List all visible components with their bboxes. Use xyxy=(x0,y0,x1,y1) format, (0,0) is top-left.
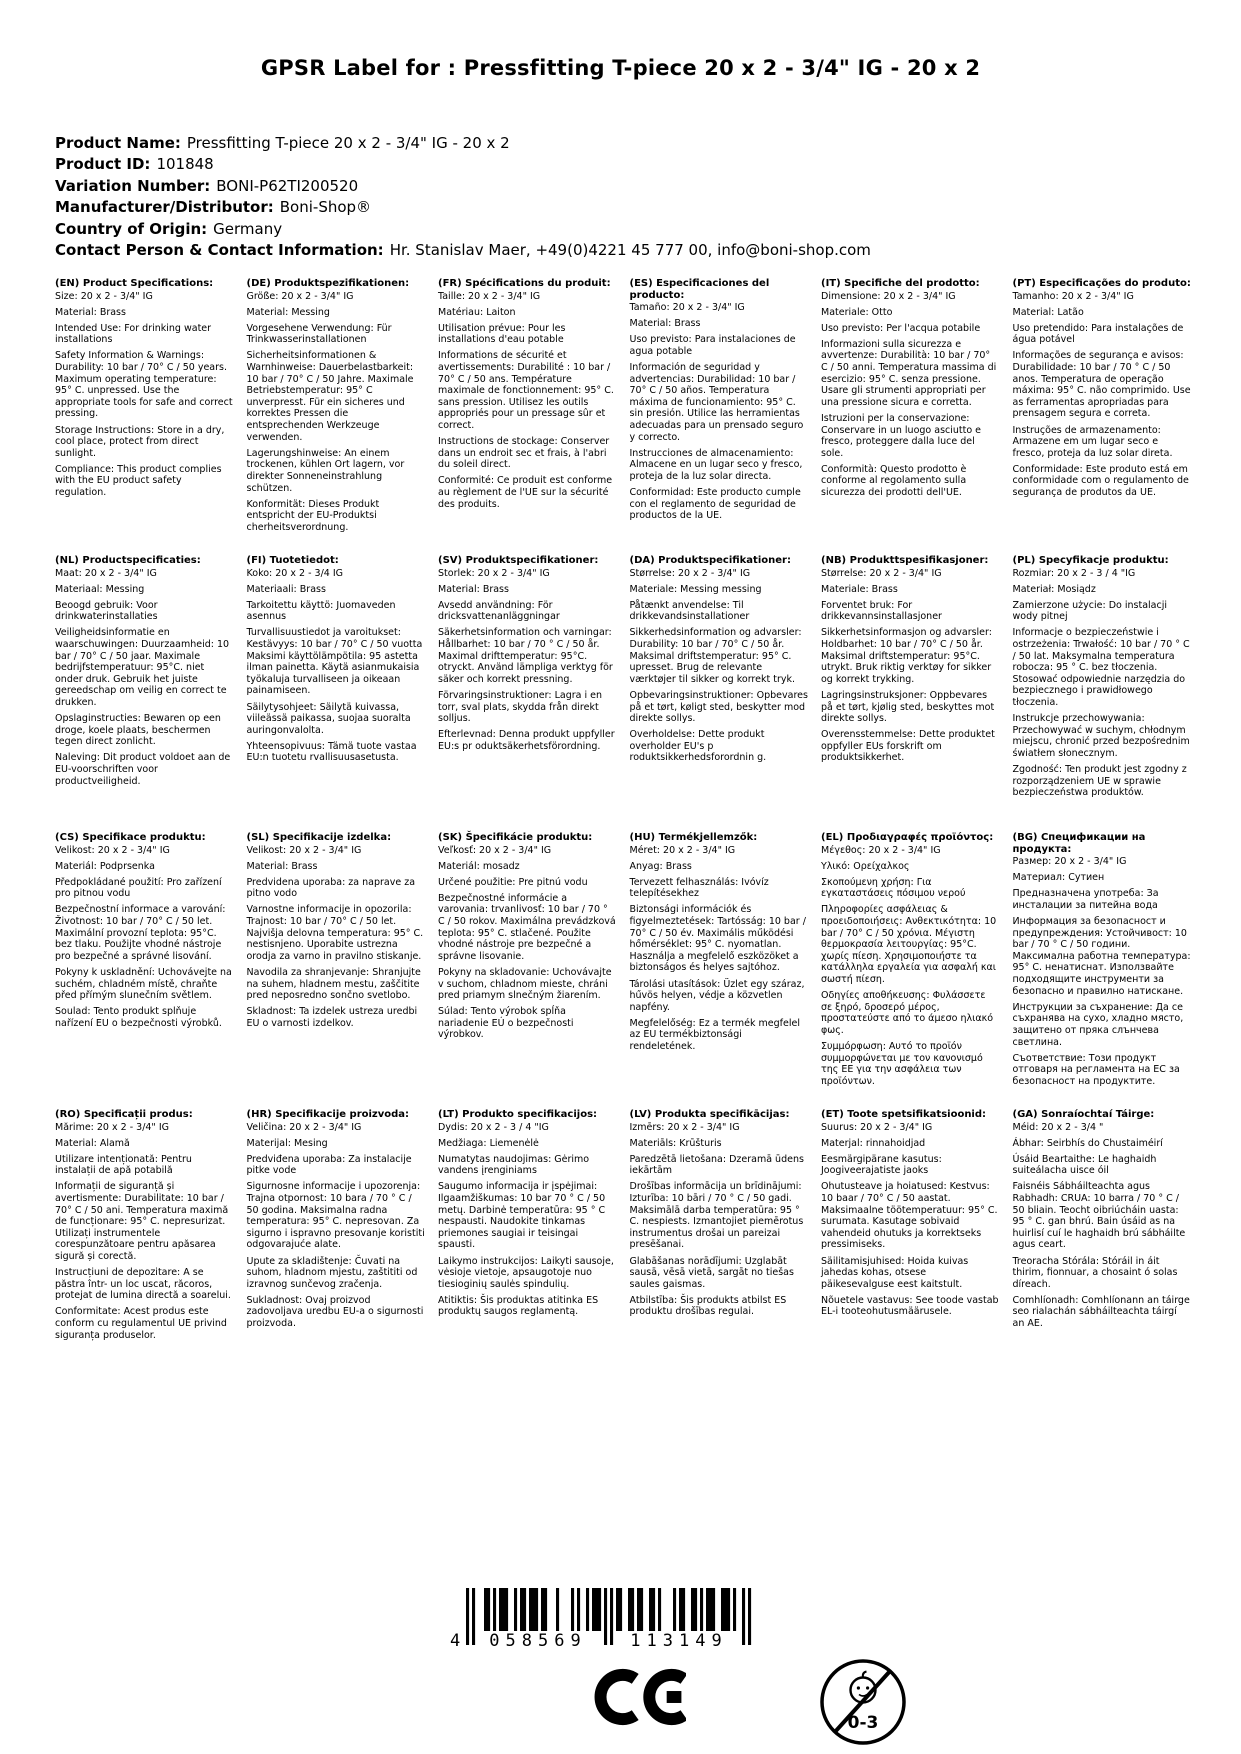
product-info-value: 101848 xyxy=(156,155,214,174)
barcode-digit-left-group: 058569 xyxy=(489,1631,587,1650)
barcode-bar xyxy=(577,1588,580,1631)
lang-block-paragraph: Conformité: Ce produit est conforme au règlement de l'UE sur la sécurité des produits. xyxy=(438,475,613,510)
lang-block-paragraph: Méret: 20 x 2 - 3/4" IG xyxy=(629,844,736,856)
age-warning-icon xyxy=(818,1656,908,1752)
lang-block-paragraph: Avsedd användning: För dricksvattenanläggningar xyxy=(438,599,560,623)
product-info xyxy=(55,133,871,261)
lang-block-paragraph: Material: Brass xyxy=(246,860,318,872)
lang-block-paragraph: Material: Messing xyxy=(246,306,330,318)
lang-block-paragraph: Faisnéis Sábháilteachta agus Rabhadh: CRUA: 10 barra / 70 ° C / 50 bliain. Teocht oibriúcháin uasta: 95 ° C. gan bhrú. Bain úsáid as na huirlisí cuí le haghaidh brú sábháilte agus ceart. xyxy=(1012,1181,1186,1251)
lang-block-paragraph: Materiale: Otto xyxy=(821,306,893,318)
lang-block-paragraph: Veličina: 20 x 2 - 3/4" IG xyxy=(246,1121,362,1133)
lang-block-header: (PL) Specyfikacje produktu: xyxy=(1012,555,1169,566)
product-info-value: Germany xyxy=(213,219,283,238)
barcode-digit-right-group: 113149 xyxy=(630,1631,728,1650)
lang-block-paragraph: Materiāls: Krūšturis xyxy=(629,1137,722,1149)
lang-block-paragraph: Materiaali: Brass xyxy=(246,583,326,595)
lang-block-paragraph: Tervezett felhasználás: Ivóvíz telepítésekhez xyxy=(629,876,769,900)
lang-block-paragraph: Anyag: Brass xyxy=(629,860,692,872)
lang-block-paragraph: Förvaringsinstruktioner: Lagra i en torr, sval plats, skydda från direkt solljus. xyxy=(438,689,603,725)
lang-block-paragraph: Säkerhetsinformation och varningar: Hållbarhet: 10 bar / 70 ° C / 50 år. Maximal drifttemperatur: 95°C. otryckt. Använd lämpliga verktyg för säker och korrekt pressning. xyxy=(438,627,613,685)
lang-block-header: (FR) Spécifications du produit: xyxy=(438,278,611,289)
lang-block-paragraph: Laikymo instrukcijos: Laikyti sausoje, vėsioje vietoje, apsaugotoje nuo tiesioginių saulės spindulių. xyxy=(438,1255,614,1290)
lang-block-header: (PT) Especificações do produto: xyxy=(1012,278,1191,289)
barcode-bar xyxy=(604,1588,607,1645)
lang-block-el xyxy=(821,832,1000,1109)
lang-block-paragraph: Rozmiar: 20 x 2 - 3 / 4 "IG xyxy=(1012,567,1136,579)
lang-block-paragraph: Skladnost: Ta izdelek ustreza uredbi EU o varnosti izdelkov. xyxy=(246,1006,418,1029)
barcode-bar xyxy=(472,1588,475,1645)
barcode-bar xyxy=(679,1588,682,1631)
product-info-row xyxy=(55,154,871,175)
barcode-bar xyxy=(733,1588,736,1631)
barcode-bar xyxy=(637,1588,640,1631)
lang-block-fr xyxy=(438,278,617,555)
lang-block-paragraph: Koko: 20 x 2 - 3/4 IG xyxy=(246,567,343,579)
age-warning-label: 0-3 xyxy=(847,1713,879,1733)
lang-block-paragraph: Upute za skladištenje: Čuvati na suhom, hladnom mjestu, zaštititi od izravnog sunčevog zračenja. xyxy=(246,1255,418,1290)
lang-block-paragraph: Materjal: rinnahoidjad xyxy=(821,1137,926,1149)
lang-block-paragraph: Turvallisuustiedot ja varoitukset: Kestävyys: 10 bar / 70° C / 50 vuotta Maksimi käyttölämpötila: 95 astetta ilman painetta. Käytä asianmukaisia työkaluja turvalliseen ja oikeaan painamiseen. xyxy=(246,627,423,697)
barcode-bar xyxy=(592,1588,595,1631)
lang-block-paragraph: Instrucciones de almacenamiento: Almacene en un lugar seco y fresco, proteja de la luz solar directa. xyxy=(629,447,803,482)
barcode-bar xyxy=(505,1588,508,1631)
lang-block-header: (DA) Produktspecifikationer: xyxy=(629,555,791,566)
lang-block-paragraph: Izmērs: 20 x 2 - 3/4" IG xyxy=(629,1121,740,1133)
lang-block-paragraph: Materijal: Mesing xyxy=(246,1137,328,1149)
lang-block-lt xyxy=(438,1109,617,1386)
product-info-row xyxy=(55,176,871,197)
lang-block-paragraph: Utilizare intenționată: Pentru instalații de apă potabilă xyxy=(55,1153,192,1177)
lang-block-header: (SK) Špecifikácie produktu: xyxy=(438,832,593,843)
lang-block-paragraph: Atbilstība: Šis produkts atbilst ES produktu drošības regulai. xyxy=(629,1294,787,1318)
lang-block-paragraph: Nõuetele vastavus: See toode vastab EL-i tooteohutusmäärusele. xyxy=(821,1294,999,1318)
lang-block-sk xyxy=(438,832,617,1109)
product-info-row xyxy=(55,219,871,240)
lang-block-paragraph: Instrucțiuni de depozitare: A se păstra într- un loc uscat, răcoros, protejat de lumina directă a soarelui. xyxy=(55,1267,231,1302)
lang-block-paragraph: Veiligheidsinformatie en waarschuwingen: Duurzaamheid: 10 bar / 70° C / 50 jaar. Maximale bedrijfstemperatuur: 95°C. niet onder druk. Gebruik het juiste gereedschap om veilig en correct te drukken. xyxy=(55,627,230,709)
barcode-bar xyxy=(484,1588,487,1631)
lang-block-paragraph: Conformità: Questo prodotto è conforme al regolamento sulla sicurezza dei prodotti dell'UE. xyxy=(821,463,967,498)
product-info-label: Country of Origin: xyxy=(55,219,208,238)
barcode-bar xyxy=(742,1588,745,1645)
lang-block-paragraph: Bezpečnostné informácie a varovania: trvanlivosť: 10 bar / 70 ° C / 50 rokov. Maximálna prevádzková teplota: 95° C. stlačené. Použite vhodné nástroje pre bezpečné a správne lisovanie. xyxy=(438,892,616,962)
lang-block-paragraph: Konformität: Dieses Produkt entspricht der EU-Produktsi cherheitsverordnung. xyxy=(246,498,380,533)
lang-block-paragraph: Säilytysohjeet: Säilytä kuivassa, viileässä paikassa, suojaa suoralta auringonvalolta. xyxy=(246,701,411,736)
lang-block-paragraph: Ohutusteave ja hoiatused: Kestvus: 10 baar / 70° C / 50 aastat. Maksimaalne töötemperatuur: 95° C. surumata. Kasutage sobivaid vahendeid ohutuks ja korrektseks pressimiseks. xyxy=(821,1181,998,1251)
lang-block-paragraph: Instrukcje przechowywania: Przechowywać w suchym, chłodnym miejscu, chronić przed bezpośrednim światłem słonecznym. xyxy=(1012,713,1190,759)
lang-block-header: (EL) Προδιαγραφές προϊόντος: xyxy=(821,832,994,843)
lang-block-ga xyxy=(1013,1109,1192,1386)
barcode-bar xyxy=(682,1588,685,1631)
lang-block-paragraph: Yhteensopivuus: Tämä tuote vastaa EU:n tuotetu rvallisuusasetusta. xyxy=(246,740,417,764)
lang-block-paragraph: Sicherheitsinformationen & Warnhinweise: Dauerbelastbarkeit: 10 bar / 70° C / 50 Jahre. Maximale Betriebstemperatur: 95° C unverpresst. Für ein sicheres und korrektes Pressen die entsprechenden Werkzeuge verwenden. xyxy=(246,350,414,443)
product-info-label: Contact Person & Contact Information: xyxy=(55,241,384,260)
ean-barcode-svg xyxy=(440,1588,760,1650)
lang-block-paragraph: Zgodność: Ten produkt jest zgodny z rozporządzeniem UE w sprawie bezpieczeństwa produktów. xyxy=(1012,764,1187,799)
lang-block-paragraph: Taille: 20 x 2 - 3/4" IG xyxy=(438,290,541,302)
lang-block-paragraph: Soulad: Tento produkt splňuje nařízení EU o bezpečnosti výrobků. xyxy=(55,1006,222,1029)
barcode-bar xyxy=(598,1588,601,1631)
barcode-bar xyxy=(658,1588,661,1631)
lang-block-paragraph: Material: Brass xyxy=(629,318,701,330)
barcode-bar xyxy=(748,1588,751,1645)
lang-block-sv xyxy=(438,555,617,832)
lang-block-paragraph: Safety Information & Warnings: Durability: 10 bar / 70° C / 50 years. Maximum operating temperature: 95° C. unpressed. Use the appropriate tools for safe and correct pressing. xyxy=(55,350,233,420)
lang-block-paragraph: Maat: 20 x 2 - 3/4" IG xyxy=(55,567,157,579)
ean-barcode xyxy=(440,1588,760,1654)
lang-block-paragraph: Предназначена употреба: За инсталации за питейна вода xyxy=(1012,888,1159,911)
lang-block-ro xyxy=(55,1109,234,1386)
lang-block-header: (SV) Produktspecifikationer: xyxy=(438,555,599,566)
lang-block-paragraph: Размер: 20 x 2 - 3/4" IG xyxy=(1012,856,1127,868)
lang-block-paragraph: Vorgesehene Verwendung: Für Trinkwasserinstallationen xyxy=(246,322,392,346)
lang-block-paragraph: Velikost: 20 x 2 - 3/4" IG xyxy=(246,844,362,856)
barcode-bar xyxy=(649,1588,652,1631)
lang-block-paragraph: Υλικό: Ορείχαλκος xyxy=(821,860,910,872)
lang-block-hr xyxy=(247,1109,426,1386)
lang-block-en xyxy=(55,278,234,555)
lang-block-header: (FI) Tuotetiedot: xyxy=(246,555,339,566)
lang-block-paragraph: Instruções de armazenamento: Armazene em um lugar seco e fresco, proteja da luz solar direta. xyxy=(1012,424,1173,459)
product-info-value: BONI-P62TI200520 xyxy=(216,176,359,195)
lang-block-paragraph: Material: Latão xyxy=(1012,306,1084,318)
lang-block-es xyxy=(630,278,809,555)
lang-block-paragraph: Material: Brass xyxy=(55,306,126,318)
lang-block-paragraph: Съответствие: Този продукт отговаря на регламента на ЕС за безопасност на продуктите. xyxy=(1012,1052,1180,1087)
lang-block-paragraph: Material: Brass xyxy=(438,583,509,595)
lang-block-paragraph: Eesmärgipärane kasutus: Joogiveerajatiste jaoks xyxy=(821,1153,942,1177)
lang-block-it xyxy=(821,278,1000,555)
lang-block-paragraph: Predvidena uporaba: za naprave za pitno vodo xyxy=(246,876,416,900)
lang-block-paragraph: Påtænkt anvendelse: Til drikkevandsinstallationer xyxy=(629,599,750,623)
lang-block-paragraph: Materiál: Podprsenka xyxy=(55,860,155,872)
lang-block-paragraph: Μέγεθος: 20 x 2 - 3/4" IG xyxy=(821,844,941,856)
lang-block-paragraph: Säilitamisjuhised: Hoida kuivas jahedas kohas, otsese päikesevalguse eest kaitstult. xyxy=(821,1255,969,1290)
barcode-bar xyxy=(466,1588,469,1645)
lang-block-paragraph: Οδηγίες αποθήκευσης: Φυλάσσετε σε ξηρό, δροσερό μέρος, προστατεύστε από το άμεσο ηλιακό φως. xyxy=(821,990,994,1036)
lang-block-da xyxy=(630,555,809,832)
barcode-bar xyxy=(595,1588,598,1631)
barcode-bar xyxy=(556,1588,559,1631)
baby-face-icon xyxy=(851,1672,876,1703)
lang-block-paragraph: Suurus: 20 x 2 - 3/4" IG xyxy=(821,1121,933,1133)
lang-block-paragraph: Intended Use: For drinking water installations xyxy=(55,322,212,346)
product-info-value: Boni-Shop® xyxy=(279,198,372,217)
lang-block-header: (IT) Specifiche del prodotto: xyxy=(821,278,980,289)
lang-block-paragraph: Velikost: 20 x 2 - 3/4" IG xyxy=(55,844,170,856)
barcode-bar xyxy=(529,1588,532,1631)
lang-block-paragraph: Předpokládané použití: Pro zařízení pro pitnou vodu xyxy=(55,876,222,900)
lang-block-paragraph: Информация за безопасност и предупреждения: Устойчивост: 10 bar / 70 ° C / 50 години. Максимална работна температура: 95° C. ненатиснат. Използвайте подходящите инструменти за безопасно и правилно натискане. xyxy=(1012,916,1191,997)
lang-block-paragraph: Materiał: Mosiądz xyxy=(1012,583,1096,595)
page-title: GPSR Label for : Pressfitting T-piece 20 x 2 - 3/4" IG - 20 x 2 xyxy=(260,56,981,80)
barcode-bar xyxy=(499,1588,502,1631)
lang-block-paragraph: Drošības informācija un brīdinājumi: Izturība: 10 bāri / 70 ° C / 50 gadi. Maksimālā darba temperatūra: 95 ° C. nespiests. Izmantojiet piemērotus instrumentus drošai un pareizai presēšanai. xyxy=(629,1181,804,1251)
lang-block-paragraph: Инструкции за съхранение: Да се съхранява на сухо, хладно място, защитено от пряка слънчева светлина. xyxy=(1012,1001,1184,1048)
product-info-label: Manufacturer/Distributor: xyxy=(55,198,274,217)
barcode-bar xyxy=(631,1588,634,1631)
lang-block-et xyxy=(821,1109,1000,1386)
lang-block-paragraph: Pokyny na skladovanie: Uchovávajte v suchom, chladnom mieste, chráni pred priamym slnečným žiarením. xyxy=(438,966,612,1002)
lang-block-paragraph: Dimensione: 20 x 2 - 3/4" IG xyxy=(821,290,956,302)
lang-block-paragraph: Tarkoitettu käyttö: Juomaveden asennus xyxy=(246,599,396,623)
lang-block-paragraph: Materiaal: Messing xyxy=(55,583,145,595)
barcode-bar xyxy=(673,1588,676,1631)
lang-block-header: (LV) Produkta specifikācijas: xyxy=(629,1109,790,1120)
lang-block-paragraph: Informazioni sulla sicurezza e avvertenze: Durabilità: 10 bar / 70° C / 50 anni. Temperatura massima di esercizio: 95° C. senza pressione. Usare gli strumenti appropriati per una pressione sicura e corretta. xyxy=(821,338,997,408)
lang-block-paragraph: Forventet bruk: For drikkevannsinstallasjoner xyxy=(821,599,942,623)
lang-block-paragraph: Størrelse: 20 x 2 - 3/4" IG xyxy=(821,567,942,579)
barcode-bar xyxy=(691,1588,694,1631)
lang-block-paragraph: Matériau: Laiton xyxy=(438,306,516,318)
lang-block-header: (GA) Sonraíochtaí Táirge: xyxy=(1012,1109,1155,1120)
barcode-bar xyxy=(520,1588,523,1631)
lang-block-paragraph: Instructions de stockage: Conserver dans un endroit sec et frais, à l'abri du soleil direct. xyxy=(438,436,610,471)
barcode-bar xyxy=(571,1588,574,1631)
barcode-bar xyxy=(586,1588,589,1631)
lang-block-paragraph: Informations de sécurité et avertissements: Durabilité : 10 bar / 70° C / 50 ans. Température maximale de fonctionnement: 95° C. sans pression. Utilisez les outils appropriés pour un pressage sûr et correct. xyxy=(438,350,614,432)
lang-block-paragraph: Größe: 20 x 2 - 3/4" IG xyxy=(246,290,354,302)
lang-block-paragraph: Určené použitie: Pre pitnú vodu xyxy=(438,876,588,888)
lang-block-paragraph: Súlad: Tento výrobok spĺňa nariadenie EÚ o bezpečnosti výrobkov. xyxy=(438,1006,574,1041)
lang-block-paragraph: Materiál: mosadz xyxy=(438,860,520,872)
lang-block-paragraph: Πληροφορίες ασφάλειας & προειδοποιήσεις: Ανθεκτικότητα: 10 bar / 70° C / 50 χρόνια. Μέγιστη θερμοκρασία λειτουργίας: 95°C. χωρίς πίεση. Χρησιμοποιήστε τα κατάλληλα εργαλεία για ασφαλή και σωστή πίεση. xyxy=(821,904,997,986)
barcode-bar xyxy=(700,1588,703,1631)
barcode-bar xyxy=(628,1588,631,1631)
lang-block-paragraph: Megfelelőség: Ez a termék megfelel az EU termékbiztonsági rendeletének. xyxy=(629,1017,800,1052)
lang-block-paragraph: Storlek: 20 x 2 - 3/4" IG xyxy=(438,567,550,579)
lang-block-paragraph: Uso previsto: Para instalaciones de agua potable xyxy=(629,334,796,357)
lang-block-paragraph: Materiale: Messing messing xyxy=(629,583,762,595)
barcode-digit-prefix: 4 xyxy=(450,1631,461,1650)
barcode-bar xyxy=(709,1588,712,1631)
lang-block-paragraph: Opslaginstructies: Bewaren op een droge, koele plaats, beschermen tegen direct zonlicht. xyxy=(55,713,221,748)
lang-block-bg xyxy=(1013,832,1192,1109)
product-info-row xyxy=(55,240,871,261)
product-info-label: Variation Number: xyxy=(55,176,211,195)
lang-block-paragraph: Tárolási utasítások: Üzlet egy száraz, hűvös helyen, védje a közvetlen napfény. xyxy=(629,978,805,1013)
product-info-value: Hr. Stanislav Maer, +49(0)4221 45 777 00, info@boni-shop.com xyxy=(389,241,871,260)
barcode-bar xyxy=(493,1588,496,1631)
product-info-row xyxy=(55,133,871,154)
lang-block-paragraph: Informações de segurança e avisos: Durabilidade: 10 bar / 70 ° C / 50 anos. Temperatura de operação máxima: 95° C. não comprimido. Use as ferramentas apropriadas para prensagem segura e correta. xyxy=(1012,350,1191,420)
lang-block-paragraph: Informații de siguranță și avertismente: Durabilitate: 10 bar / 70° C / 50 ani. Temperatura maximă de funcționare: 95° C. nepresurizat. Utilizați instrumentele corespunzătoare pentru apăsarea sigură și corectă. xyxy=(55,1181,229,1263)
barcode-bar xyxy=(523,1588,526,1631)
lang-block-header: (EN) Product Specifications: xyxy=(55,278,214,289)
lang-block-paragraph: Συμμόρφωση: Αυτό το προϊόν συμμορφώνεται με τον κανονισμό της ΕΕ για την ασφάλεια των προϊόντων. xyxy=(821,1041,983,1087)
language-grid xyxy=(55,278,1191,1386)
lang-block-header: (NB) Produkttspesifikasjoner: xyxy=(821,555,989,566)
lang-block-paragraph: Uso pretendido: Para instalações de água potável xyxy=(1012,322,1184,346)
lang-block-header: (SL) Specifikacije izdelka: xyxy=(246,832,392,843)
lang-block-header: (NL) Productspecificaties: xyxy=(55,555,201,566)
lang-block-paragraph: Naleving: Dit product voldoet aan de EU-voorschriften voor productveiligheid. xyxy=(55,752,231,787)
barcode-bar xyxy=(694,1588,697,1631)
lang-block-paragraph: Σκοπούμενη χρήση: Για εγκαταστάσεις πόσιμου νερού xyxy=(821,876,966,900)
lang-block-paragraph: Conformidade: Este produto está em conformidade com o regulamento de segurança de produtos da UE. xyxy=(1012,463,1189,498)
lang-block-paragraph: Istruzioni per la conservazione: Conservare in un luogo asciutto e fresco, proteggere dalla luce del sole. xyxy=(821,412,982,459)
lang-block-paragraph: Tamanho: 20 x 2 - 3/4" IG xyxy=(1012,290,1134,302)
lang-block-paragraph: Saugumo informacija ir įspėjimai: Ilgaamžiškumas: 10 bar 70 ° C / 50 metų. Darbinė temperatūra: 95 ° C nespausti. Naudokite tinkamas priemones saugiai ir teisingai spausti. xyxy=(438,1181,606,1251)
lang-block-fi xyxy=(247,555,426,832)
lang-block-paragraph: Sikkerhedsinformation og advarsler: Durability: 10 bar / 70° C / 50 år. Maksimal driftstemperatur: 95° C. upresset. Brug de relevante værktøjer til sikker og korrekt tryk. xyxy=(629,627,802,685)
lang-block-paragraph: Ábhar: Seirbhís do Chustaiméirí xyxy=(1012,1137,1163,1149)
lang-block-paragraph: Paredzētā lietošana: Dzeramā ūdens iekārtām xyxy=(629,1153,804,1177)
barcode-bar xyxy=(727,1588,730,1631)
lang-block-paragraph: Información de seguridad y advertencias: Durabilidad: 10 bar / 70° C / 50 años. Temperatura máxima de funcionamiento: 95° C. sin presión. Utilice las herramientas adecuadas para un prensado seguro y correcto. xyxy=(629,362,804,443)
lang-block-header: (BG) Спецификации на продукта: xyxy=(1012,832,1146,855)
lang-block-header: (ET) Toote spetsifikatsioonid: xyxy=(821,1109,987,1120)
lang-block-paragraph: Efterlevnad: Denna produkt uppfyller EU:s pr oduktsäkerhetsförordning. xyxy=(438,729,615,752)
lang-block-paragraph: Pokyny k uskladnění: Uchovávejte na suchém, chladném místě, chraňte před přímým slunečním světlem. xyxy=(55,966,232,1002)
lang-block-paragraph: Méid: 20 x 2 - 3/4 " xyxy=(1012,1121,1104,1133)
lang-block-paragraph: Overholdelse: Dette produkt overholder EU's p roduktsikkerhedsforordnin g. xyxy=(629,729,767,764)
lang-block-paragraph: Sigurnosne informacije i upozorenja: Trajna otpornost: 10 bara / 70 ° C / 50 godina. Maksimalna radna temperatura: 95° C. nepresovan. Za sigurno i ispravno presovanje koristiti odgovarajuće alate. xyxy=(246,1181,425,1251)
lang-block-paragraph: Uso previsto: Per l'acqua potabile xyxy=(821,322,981,334)
lang-block-paragraph: Veľkosť: 20 x 2 - 3/4" IG xyxy=(438,844,552,856)
lang-block-cs xyxy=(55,832,234,1109)
product-info-row xyxy=(55,197,871,218)
lang-block-de xyxy=(247,278,426,555)
lang-block-paragraph: Atitiktis: Šis produktas atitinka ES produktų saugos reglamentą. xyxy=(438,1294,599,1318)
barcode-bar xyxy=(541,1588,544,1631)
lang-block-header: (LT) Produkto specifikacijos: xyxy=(438,1109,598,1120)
barcode-bar xyxy=(502,1588,505,1631)
lang-block-paragraph: Comhlíonadh: Comhlíonann an táirge seo rialachán sábháilteachta táirgí an AE. xyxy=(1012,1294,1190,1329)
lang-block-paragraph: Utilisation prévue: Pour les installations d'eau potable xyxy=(438,322,566,346)
lang-block-header: (RO) Specificații produs: xyxy=(55,1109,193,1120)
lang-block-header: (CS) Specifikace produktu: xyxy=(55,832,206,843)
lang-block-hu xyxy=(630,832,809,1109)
lang-block-paragraph: Úsáid Beartaithe: Le haghaidh suiteálacha uisce óil xyxy=(1012,1153,1157,1177)
lang-block-paragraph: Varnostne informacije in opozorila: Trajnost: 10 bar / 70° C / 50 let. Najvišja delovna temperatura: 95° C. nestisnjeno. Uporabite ustrezna orodja za varno in pravilno stiskanje. xyxy=(246,904,424,962)
lang-block-paragraph: Dydis: 20 x 2 - 3 / 4 "IG xyxy=(438,1121,549,1133)
lang-block-paragraph: Overensstemmelse: Dette produktet oppfyller EUs forskrift om produktsikkerhet. xyxy=(821,729,995,764)
lang-block-paragraph: Size: 20 x 2 - 3/4" IG xyxy=(55,290,153,302)
lang-block-paragraph: Zamierzone użycie: Do instalacji wody pitnej xyxy=(1012,599,1167,623)
barcode-bar xyxy=(616,1588,619,1631)
lang-block-paragraph: Lagerungshinweise: An einem trockenen, kühlen Ort lagern, vor direkter Sonneneinstrahlung schützen. xyxy=(246,447,405,494)
lang-block-paragraph: Tamaño: 20 x 2 - 3/4" IG xyxy=(629,302,745,314)
lang-block-paragraph: Medžiaga: Liemenėlė xyxy=(438,1137,539,1149)
barcode-bar xyxy=(640,1588,643,1631)
lang-block-paragraph: Predviđena uporaba: Za instalacije pitke vode xyxy=(246,1153,412,1177)
lang-block-paragraph: Sukladnost: Ovaj proizvod zadovoljava uredbu EU-a o sigurnosti proizvoda. xyxy=(246,1294,424,1329)
lang-block-lv xyxy=(630,1109,809,1386)
lang-block-paragraph: Conformitate: Acest produs este conform cu regulamentul UE privind siguranța produselor. xyxy=(55,1306,227,1341)
ce-mark-icon xyxy=(594,1668,686,1730)
lang-block-nb xyxy=(821,555,1000,832)
barcode-bar xyxy=(619,1588,622,1631)
lang-block-paragraph: Navodila za shranjevanje: Shranjujte na suhem, hladnem mestu, zaščitite pred neposredno sončno svetlobo. xyxy=(246,966,421,1002)
lang-block-paragraph: Storage Instructions: Store in a dry, cool place, protect from direct sunlight. xyxy=(55,424,225,459)
lang-block-paragraph: Sikkerhetsinformasjon og advarsler: Holdbarhet: 10 bar / 70° C / 50 år. Maksimal driftstemperatur: 95°C. utrykt. Bruk riktig verktøy for sikker og korrekt trykking. xyxy=(821,627,992,685)
lang-block-sl xyxy=(247,832,426,1109)
lang-block-paragraph: Bezpečnostní informace a varování: Životnost: 10 bar / 70° C / 50 let. Maximální provozní teplota: 95°C. bez tlaku. Použijte vhodné nástroje pro bezpečné a správné lisování. xyxy=(55,904,226,962)
product-info-value: Pressfitting T-piece 20 x 2 - 3/4" IG - 20 x 2 xyxy=(186,134,510,152)
lang-block-paragraph: Numatytas naudojimas: Gėrimo vandens įrenginiams xyxy=(438,1153,590,1177)
lang-block-paragraph: Mărime: 20 x 2 - 3/4" IG xyxy=(55,1121,169,1133)
barcode-bar xyxy=(514,1588,517,1631)
barcode-bar xyxy=(487,1588,490,1631)
lang-block-header: (ES) Especificaciones del producto: xyxy=(629,278,770,301)
lang-block-paragraph: Opbevaringsinstruktioner: Opbevares på et tørt, køligt sted, beskytter mod direkte sollys. xyxy=(629,689,808,725)
barcode-bar xyxy=(724,1588,727,1631)
lang-block-paragraph: Material: Alamă xyxy=(55,1137,130,1149)
barcode-bar xyxy=(535,1588,538,1631)
barcode-bar xyxy=(544,1588,547,1631)
lang-block-paragraph: Материал: Сутиен xyxy=(1012,872,1105,884)
lang-block-paragraph: Informacje o bezpieczeństwie i ostrzeżenia: Trwałość: 10 bar / 70 ° C / 50 lat. Maksymalna temperatura robocza: 95 ° C. bez tłoczenia. Stosować odpowiednie narzędzia do bezpiecznego i prawidłowego tłoczenia. xyxy=(1012,627,1190,709)
barcode-bar xyxy=(652,1588,655,1631)
lang-block-paragraph: Materiale: Brass xyxy=(821,583,898,595)
lang-block-header: (HU) Termékjellemzők: xyxy=(629,832,758,843)
lang-block-paragraph: Glabāšanas norādījumi: Uzglabāt sausā, vēsā vietā, sargāt no tiešas saules gaismas. xyxy=(629,1255,794,1290)
lang-block-paragraph: Beoogd gebruik: Voor drinkwaterinstallaties xyxy=(55,599,158,623)
lang-block-header: (DE) Produktspezifikationen: xyxy=(246,278,410,289)
barcode-bar xyxy=(712,1588,715,1631)
lang-block-nl xyxy=(55,555,234,832)
lang-block-paragraph: Lagringsinstruksjoner: Oppbevares på et tørt, kjølig sted, beskyttes mot direkte sollys. xyxy=(821,689,995,725)
lang-block-pl xyxy=(1013,555,1192,832)
product-info-label: Product ID: xyxy=(55,155,151,174)
lang-block-paragraph: Biztonsági információk és figyelmeztetések: Tartósság: 10 bar / 70° C / 50 év. Maximális működési hőmérséklet: 95° C. nyomatlan. Használja a megfelelő eszközöket a biztonságos és helyes sajtóhoz. xyxy=(629,904,806,974)
lang-block-paragraph: Conformidad: Este producto cumple con el reglamento de seguridad de productos de la UE. xyxy=(629,487,801,522)
lang-block-paragraph: Størrelse: 20 x 2 - 3/4" IG xyxy=(629,567,751,579)
lang-block-paragraph: Treoracha Stórála: Stóráil in áit thirim, fionnuar, a chosaint ó solas díreach. xyxy=(1012,1255,1178,1290)
barcode-bar xyxy=(721,1588,724,1631)
lang-block-paragraph: Compliance: This product complies with the EU product safety regulation. xyxy=(55,463,222,498)
barcode-bar xyxy=(610,1588,613,1645)
lang-block-pt xyxy=(1013,278,1192,555)
lang-block-header: (HR) Specifikacije proizvoda: xyxy=(246,1109,410,1120)
barcode-bar xyxy=(532,1588,535,1631)
barcode-bar xyxy=(706,1588,709,1631)
product-info-label: Product Name: xyxy=(55,134,181,152)
